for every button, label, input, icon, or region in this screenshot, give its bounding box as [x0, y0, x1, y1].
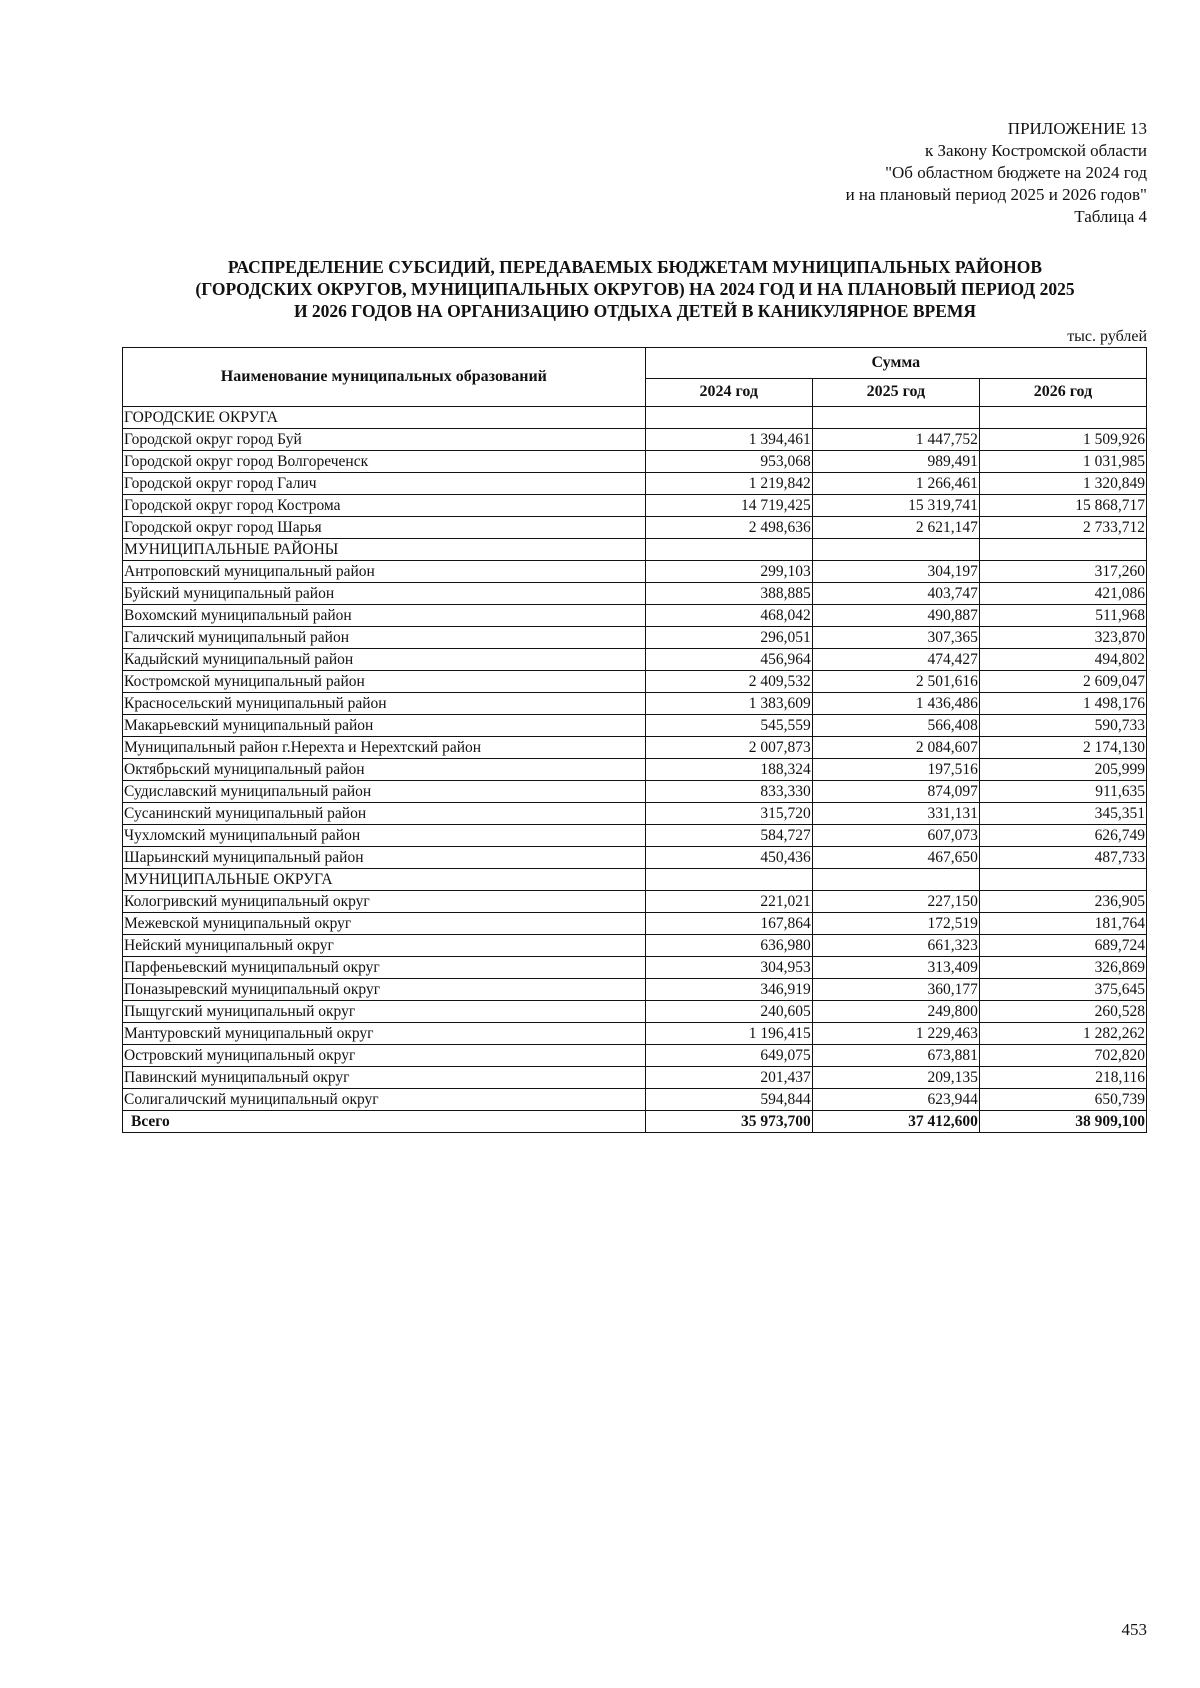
row-value: 260,528	[979, 1001, 1146, 1023]
row-value	[645, 539, 812, 561]
row-value: 874,097	[812, 781, 979, 803]
row-value: 468,042	[645, 605, 812, 627]
row-value	[812, 407, 979, 429]
row-value: 456,964	[645, 649, 812, 671]
title-line: (ГОРОДСКИХ ОКРУГОВ, МУНИЦИПАЛЬНЫХ ОКРУГОВ) НА 2024 ГОД И НА ПЛАНОВЫЙ ПЕРИОД 2025	[195, 279, 1075, 299]
column-header-year: 2025 год	[812, 378, 979, 406]
table-row	[123, 693, 1147, 715]
row-value	[645, 869, 812, 891]
table-row	[123, 473, 1147, 495]
row-value: 689,724	[979, 935, 1146, 957]
table-row	[123, 451, 1147, 473]
row-value: 205,999	[979, 759, 1146, 781]
row-value: 2 621,147	[812, 517, 979, 539]
row-value: 1 196,415	[645, 1023, 812, 1045]
row-value: 1 436,486	[812, 693, 979, 715]
row-value: 249,800	[812, 1001, 979, 1023]
row-value: 590,733	[979, 715, 1146, 737]
table-row	[123, 1045, 1147, 1067]
row-name: Октябрьский муниципальный район	[123, 759, 646, 781]
row-value: 911,635	[979, 781, 1146, 803]
row-value: 188,324	[645, 759, 812, 781]
table-row	[123, 847, 1147, 869]
table-row	[123, 561, 1147, 583]
row-name: Муниципальный район г.Нерехта и Нерехтский район	[123, 737, 646, 759]
row-value: 989,491	[812, 451, 979, 473]
row-value: 307,365	[812, 627, 979, 649]
row-value: 511,968	[979, 605, 1146, 627]
row-value: 201,437	[645, 1067, 812, 1089]
table-row	[123, 539, 1147, 561]
table-row	[123, 935, 1147, 957]
appendix-number: ПРИЛОЖЕНИЕ 13	[1007, 119, 1147, 138]
row-value: 2 501,616	[812, 671, 979, 693]
row-name: Пыщугский муниципальный округ	[123, 1001, 646, 1023]
table-row	[123, 517, 1147, 539]
row-value: 15 319,741	[812, 495, 979, 517]
table-row	[123, 1067, 1147, 1089]
row-value: 626,749	[979, 825, 1146, 847]
row-value: 403,747	[812, 583, 979, 605]
row-value: 607,073	[812, 825, 979, 847]
page-number: 453	[1121, 1620, 1147, 1639]
row-value: 1 447,752	[812, 429, 979, 451]
row-value: 296,051	[645, 627, 812, 649]
row-value: 2 174,130	[979, 737, 1146, 759]
row-value: 346,919	[645, 979, 812, 1001]
row-value: 566,408	[812, 715, 979, 737]
row-value: 375,645	[979, 979, 1146, 1001]
row-value: 702,820	[979, 1045, 1146, 1067]
row-value: 331,131	[812, 803, 979, 825]
subsidy-table	[122, 347, 1147, 1133]
table-row	[123, 1089, 1147, 1111]
table-row	[123, 1023, 1147, 1045]
row-name: Всего	[123, 1111, 646, 1133]
row-value: 649,075	[645, 1045, 812, 1067]
row-value: 167,864	[645, 913, 812, 935]
row-name: Красносельский муниципальный район	[123, 693, 646, 715]
row-value: 650,739	[979, 1089, 1146, 1111]
table-row	[123, 627, 1147, 649]
row-value: 360,177	[812, 979, 979, 1001]
row-value: 345,351	[979, 803, 1146, 825]
table-number: Таблица 4	[1074, 207, 1147, 226]
row-name: ГОРОДСКИЕ ОКРУГА	[123, 407, 646, 429]
row-value: 545,559	[645, 715, 812, 737]
row-value: 37 412,600	[812, 1111, 979, 1133]
row-name: Антроповский муниципальный район	[123, 561, 646, 583]
row-value: 2 409,532	[645, 671, 812, 693]
row-value: 636,980	[645, 935, 812, 957]
row-name: МУНИЦИПАЛЬНЫЕ РАЙОНЫ	[123, 539, 646, 561]
row-value: 317,260	[979, 561, 1146, 583]
row-value: 673,881	[812, 1045, 979, 1067]
table-row	[123, 957, 1147, 979]
row-name: Городской округ город Буй	[123, 429, 646, 451]
table-body	[123, 407, 1147, 1133]
row-value: 1 031,985	[979, 451, 1146, 473]
row-value	[979, 407, 1146, 429]
table-row	[123, 869, 1147, 891]
row-name: Вохомский муниципальный район	[123, 605, 646, 627]
row-value: 1 509,926	[979, 429, 1146, 451]
table-row	[123, 715, 1147, 737]
row-value: 181,764	[979, 913, 1146, 935]
row-value: 1 383,609	[645, 693, 812, 715]
row-name: Островский муниципальный округ	[123, 1045, 646, 1067]
table-row	[123, 407, 1147, 429]
row-value: 623,944	[812, 1089, 979, 1111]
row-value: 2 084,607	[812, 737, 979, 759]
row-name: Буйский муниципальный район	[123, 583, 646, 605]
title-line: И 2026 ГОДОВ НА ОРГАНИЗАЦИЮ ОТДЫХА ДЕТЕЙ В КАНИКУЛЯРНОЕ ВРЕМЯ	[293, 301, 977, 321]
row-name: Городской округ город Кострома	[123, 495, 646, 517]
row-name: Кадыйский муниципальный район	[123, 649, 646, 671]
unit-label: тыс. рублей	[1067, 328, 1147, 345]
row-name: Поназыревский муниципальный округ	[123, 979, 646, 1001]
row-name: Чухломский муниципальный район	[123, 825, 646, 847]
row-name: Павинский муниципальный округ	[123, 1067, 646, 1089]
table-row	[123, 979, 1147, 1001]
table-row	[123, 781, 1147, 803]
row-name: Нейский муниципальный округ	[123, 935, 646, 957]
row-value: 315,720	[645, 803, 812, 825]
row-value: 584,727	[645, 825, 812, 847]
row-value: 2 007,873	[645, 737, 812, 759]
row-value: 240,605	[645, 1001, 812, 1023]
row-name: Галичский муниципальный район	[123, 627, 646, 649]
row-name: Шарьинский муниципальный район	[123, 847, 646, 869]
table-row	[123, 583, 1147, 605]
row-value	[812, 539, 979, 561]
row-value: 1 498,176	[979, 693, 1146, 715]
table-row	[123, 671, 1147, 693]
row-value: 2 733,712	[979, 517, 1146, 539]
table-row	[123, 649, 1147, 671]
row-name: Мантуровский муниципальный округ	[123, 1023, 646, 1045]
row-value: 326,869	[979, 957, 1146, 979]
row-name: Кологривский муниципальный округ	[123, 891, 646, 913]
row-name: Городской округ город Шарья	[123, 517, 646, 539]
table-row	[123, 891, 1147, 913]
row-name: Межевской муниципальный округ	[123, 913, 646, 935]
column-header-year: 2026 год	[979, 378, 1146, 406]
row-value: 833,330	[645, 781, 812, 803]
row-value: 304,197	[812, 561, 979, 583]
title-line: РАСПРЕДЕЛЕНИЕ СУБСИДИЙ, ПЕРЕДАВАЕМЫХ БЮДЖЕТАМ МУНИЦИПАЛЬНЫХ РАЙОНОВ	[227, 257, 1043, 277]
row-value	[812, 869, 979, 891]
row-value: 467,650	[812, 847, 979, 869]
column-header-sum: Сумма	[645, 348, 1146, 379]
row-value: 15 868,717	[979, 495, 1146, 517]
row-value: 953,068	[645, 451, 812, 473]
row-value: 236,905	[979, 891, 1146, 913]
row-value: 594,844	[645, 1089, 812, 1111]
row-value: 1 282,262	[979, 1023, 1146, 1045]
appendix-header	[846, 118, 1147, 228]
row-value: 14 719,425	[645, 495, 812, 517]
row-value: 299,103	[645, 561, 812, 583]
row-value: 1 229,463	[812, 1023, 979, 1045]
row-name: Солигаличский муниципальный округ	[123, 1089, 646, 1111]
row-value: 221,021	[645, 891, 812, 913]
document-title	[125, 256, 1145, 322]
table-row	[123, 913, 1147, 935]
row-name: Парфеньевский муниципальный округ	[123, 957, 646, 979]
row-value: 313,409	[812, 957, 979, 979]
column-header-year: 2024 год	[645, 378, 812, 406]
row-value: 2 498,636	[645, 517, 812, 539]
row-value: 494,802	[979, 649, 1146, 671]
table-row	[123, 495, 1147, 517]
row-name: Городской округ город Галич	[123, 473, 646, 495]
row-value: 450,436	[645, 847, 812, 869]
row-value: 1 394,461	[645, 429, 812, 451]
row-name: Костромской муниципальный район	[123, 671, 646, 693]
row-value: 1 219,842	[645, 473, 812, 495]
table-row	[123, 803, 1147, 825]
column-header-name: Наименование муниципальных образований	[123, 348, 646, 407]
table-row	[123, 1001, 1147, 1023]
row-value: 487,733	[979, 847, 1146, 869]
row-value: 1 320,849	[979, 473, 1146, 495]
row-value: 218,116	[979, 1067, 1146, 1089]
table-total-row	[123, 1111, 1147, 1133]
row-value: 35 973,700	[645, 1111, 812, 1133]
row-value: 38 909,100	[979, 1111, 1146, 1133]
row-name: Городской округ город Волгореченск	[123, 451, 646, 473]
row-value: 323,870	[979, 627, 1146, 649]
row-value: 209,135	[812, 1067, 979, 1089]
table-row	[123, 737, 1147, 759]
row-name: МУНИЦИПАЛЬНЫЕ ОКРУГА	[123, 869, 646, 891]
table-row	[123, 759, 1147, 781]
row-name: Сусанинский муниципальный район	[123, 803, 646, 825]
row-value: 2 609,047	[979, 671, 1146, 693]
row-value	[979, 869, 1146, 891]
row-value: 474,427	[812, 649, 979, 671]
row-value: 388,885	[645, 583, 812, 605]
row-value: 304,953	[645, 957, 812, 979]
row-value	[645, 407, 812, 429]
row-name: Судиславский муниципальный район	[123, 781, 646, 803]
law-title: "Об областном бюджете на 2024 год	[885, 163, 1147, 182]
row-name: Макарьевский муниципальный район	[123, 715, 646, 737]
row-value: 172,519	[812, 913, 979, 935]
row-value: 490,887	[812, 605, 979, 627]
table-row	[123, 825, 1147, 847]
row-value: 421,086	[979, 583, 1146, 605]
row-value	[979, 539, 1146, 561]
table-row	[123, 605, 1147, 627]
table-row	[123, 429, 1147, 451]
law-period: и на плановый период 2025 и 2026 годов"	[845, 185, 1147, 204]
row-value: 227,150	[812, 891, 979, 913]
row-value: 197,516	[812, 759, 979, 781]
law-reference: к Закону Костромской области	[925, 141, 1147, 160]
row-value: 1 266,461	[812, 473, 979, 495]
row-value: 661,323	[812, 935, 979, 957]
